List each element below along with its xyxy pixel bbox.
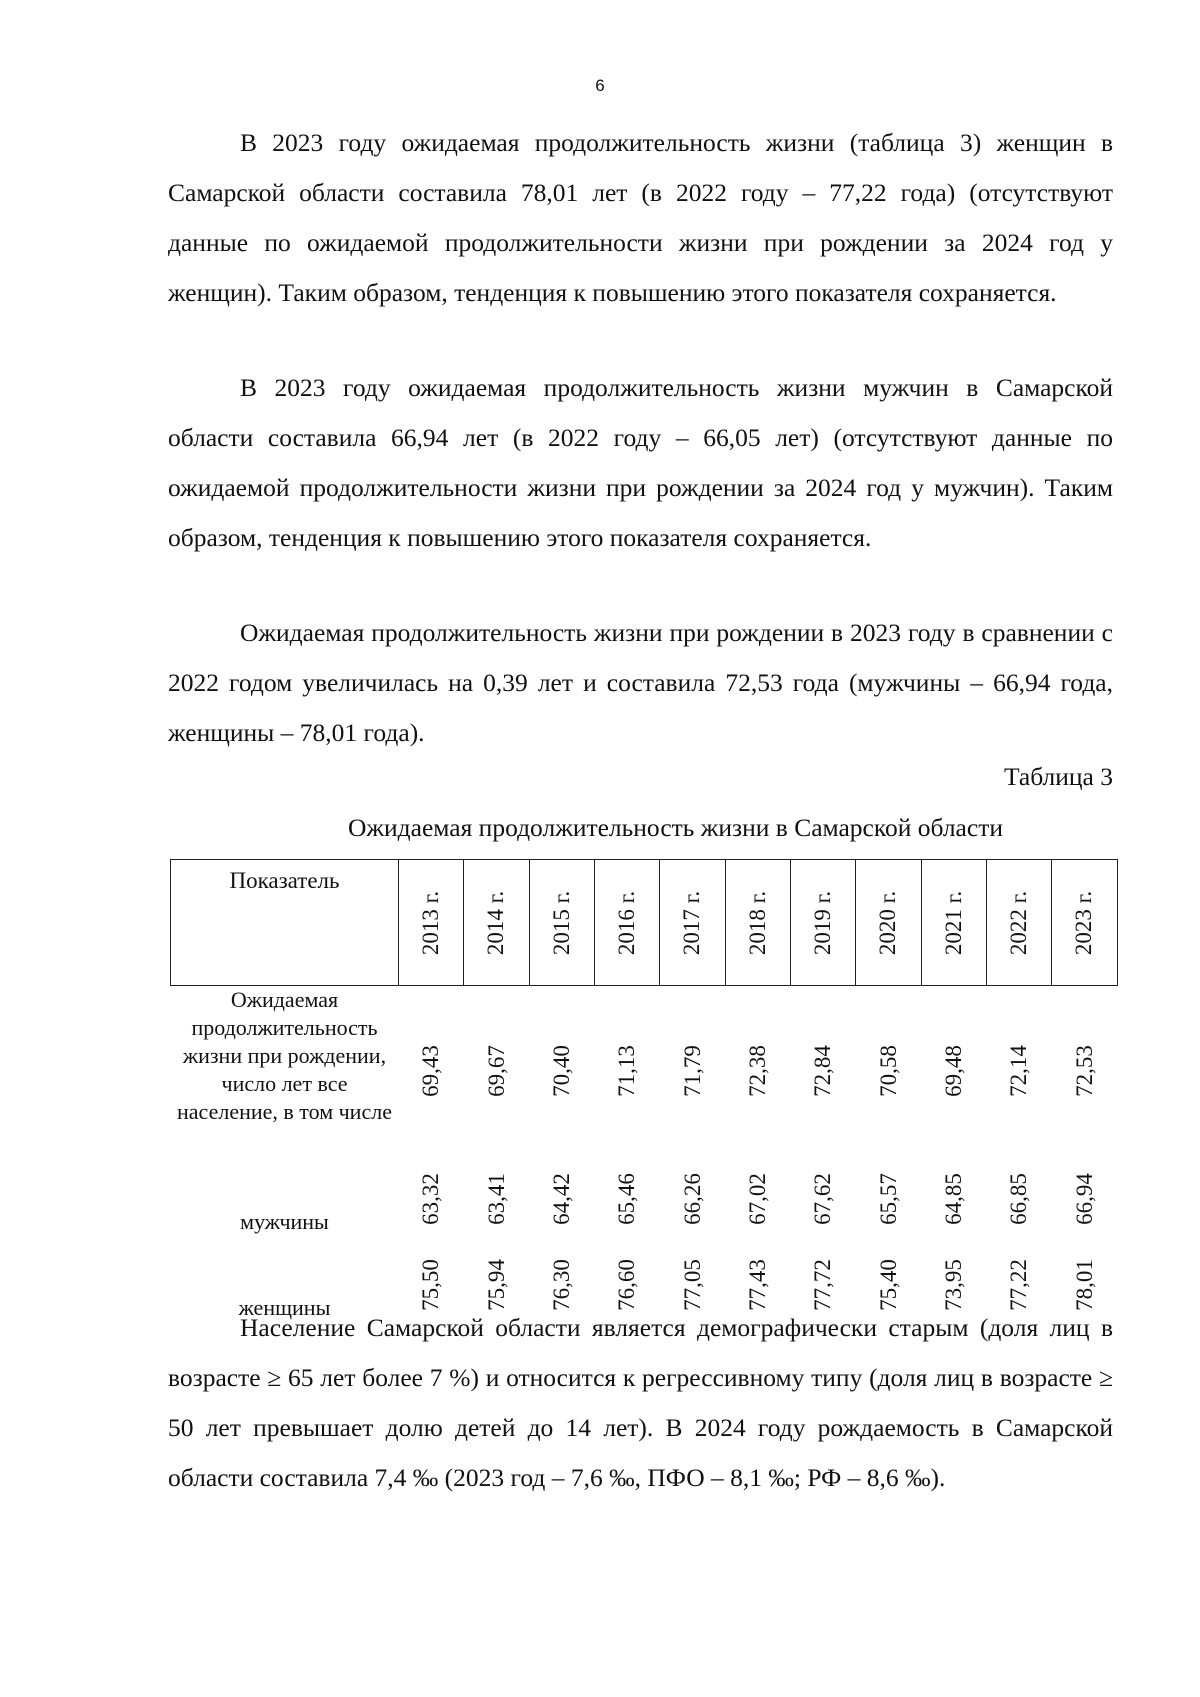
year-label: 2015 г.: [548, 890, 574, 955]
cell-value: 63,32: [418, 1173, 444, 1225]
table-cell: [856, 986, 921, 1157]
cell-value: 76,30: [548, 1259, 574, 1311]
table-cell: [791, 986, 856, 1157]
year-label: 2019 г.: [810, 890, 836, 955]
year-header: [791, 860, 856, 986]
row-label-women: женщины: [238, 1295, 331, 1320]
paragraph-men-life-expectancy: В 2023 году ожидаемая продолжительность жизни мужчин в Самарской области составила 66,94 лет (в 2022 году – 66,05 лет) (отсутствуют данные по ожидаемой продолжительности жизни при рождении за 2024 год у мужчин). Таким образом, тенденция к повышению этого показателя сохраняется.: [168, 373, 1113, 552]
cell-value: 66,94: [1071, 1173, 1097, 1225]
cell-value: 66,85: [1006, 1173, 1032, 1225]
year-label: 2014 г.: [483, 890, 509, 955]
year-label: 2013 г.: [418, 890, 444, 955]
table-label: Таблица 3: [1003, 762, 1113, 791]
indicator-header: Показатель: [171, 860, 399, 986]
table-cell: [464, 986, 529, 1157]
year-header: [529, 860, 594, 986]
cell-value: 70,40: [548, 1045, 574, 1097]
table-cell: [660, 986, 725, 1157]
paragraph-demography: Население Самарской области является демографически старым (доля лиц в возрасте ≥ 65 лет более 7 %) и относится к регрессивному типу (доля лиц в возрасте ≥ 50 лет превышает долю детей до 14 лет). В 2024 году рождаемость в Самарской области составила 7,4 ‰ (2023 год – 7,6 ‰, ПФО – 8,1 ‰; РФ – 8,6 ‰).: [168, 1313, 1113, 1492]
table-header-row: [171, 860, 1118, 986]
year-header: [1052, 860, 1117, 986]
cell-value: 69,48: [940, 1045, 966, 1097]
table-cell: [725, 986, 790, 1157]
year-header: [725, 860, 790, 986]
cell-value: 77,22: [1006, 1259, 1032, 1311]
year-header: [399, 860, 464, 986]
cell-value: 71,13: [614, 1045, 640, 1097]
life-expectancy-table: [170, 859, 1118, 1328]
row-label-total: Ожидаемая продолжительность жизни при рождении, число лет все население, в том числе: [177, 987, 392, 1124]
table-cell: [464, 1156, 529, 1242]
cell-value: 72,14: [1006, 1045, 1032, 1097]
year-label: 2021 г.: [940, 890, 966, 955]
paragraph-total-life-expectancy: Ожидаемая продолжительность жизни при рождении в 2023 году в сравнении с 2022 годом увеличилась на 0,39 лет и составила 72,53 года (мужчины – 66,94 года, женщины – 78,01 года).: [168, 618, 1113, 747]
table-cell: [791, 1156, 856, 1242]
cell-value: 76,60: [614, 1259, 640, 1311]
year-label: 2018 г.: [744, 890, 770, 955]
table-cell: [595, 986, 660, 1157]
year-header: [987, 860, 1052, 986]
paragraph-women-life-expectancy: В 2023 году ожидаемая продолжительность жизни (таблица 3) женщин в Самарской области составила 78,01 лет (в 2022 году – 77,22 года) (отсутствуют данные по ожидаемой продолжительности жизни при рождении за 2024 год у женщин). Таким образом, тенденция к повышению этого показателя сохраняется.: [168, 128, 1113, 307]
year-header: [464, 860, 529, 986]
table-row: [171, 1156, 1118, 1242]
year-header: [660, 860, 725, 986]
table-cell: [529, 986, 594, 1157]
table-cell: [921, 986, 986, 1157]
table-cell: [725, 1156, 790, 1242]
cell-value: 63,41: [483, 1173, 509, 1225]
year-label: 2017 г.: [679, 890, 705, 955]
cell-value: 78,01: [1071, 1259, 1097, 1311]
row-label-men: мужчины: [240, 1209, 329, 1234]
cell-value: 66,26: [679, 1173, 705, 1225]
table-cell: [399, 986, 464, 1157]
table-cell: [856, 1156, 921, 1242]
cell-value: 64,42: [548, 1173, 574, 1225]
cell-value: 72,38: [744, 1045, 770, 1097]
year-header: [595, 860, 660, 986]
cell-value: 67,62: [810, 1173, 836, 1225]
table-cell: [987, 986, 1052, 1157]
cell-value: 69,43: [418, 1045, 444, 1097]
cell-value: 69,67: [483, 1045, 509, 1097]
table-title: Ожидаемая продолжительность жизни в Самарской области: [348, 813, 1003, 842]
year-label: 2016 г.: [614, 890, 640, 955]
year-label: 2022 г.: [1006, 890, 1032, 955]
cell-value: 71,79: [679, 1045, 705, 1097]
cell-value: 77,05: [679, 1259, 705, 1311]
table-cell: [921, 1156, 986, 1242]
cell-value: 72,84: [810, 1045, 836, 1097]
cell-value: 77,43: [744, 1259, 770, 1311]
cell-value: 70,58: [875, 1045, 901, 1097]
cell-value: 75,50: [418, 1259, 444, 1311]
cell-value: 73,95: [940, 1259, 966, 1311]
year-label: 2023 г.: [1071, 890, 1097, 955]
year-header: [856, 860, 921, 986]
cell-value: 72,53: [1071, 1045, 1097, 1097]
table-cell: [595, 1156, 660, 1242]
year-label: 2020 г.: [875, 890, 901, 955]
cell-value: 77,72: [810, 1259, 836, 1311]
table-cell: [529, 1156, 594, 1242]
cell-value: 67,02: [744, 1173, 770, 1225]
table-cell: [987, 1156, 1052, 1242]
table-row: [171, 986, 1118, 1157]
table-cell: [1052, 1156, 1117, 1242]
table-cell: [1052, 986, 1117, 1157]
cell-value: 65,57: [875, 1173, 901, 1225]
table-cell: [399, 1156, 464, 1242]
cell-value: 75,94: [483, 1259, 509, 1311]
cell-value: 64,85: [940, 1173, 966, 1225]
table-cell: [660, 1156, 725, 1242]
year-header: [921, 860, 986, 986]
page-number: 6: [595, 76, 605, 95]
cell-value: 65,46: [614, 1173, 640, 1225]
cell-value: 75,40: [875, 1259, 901, 1311]
